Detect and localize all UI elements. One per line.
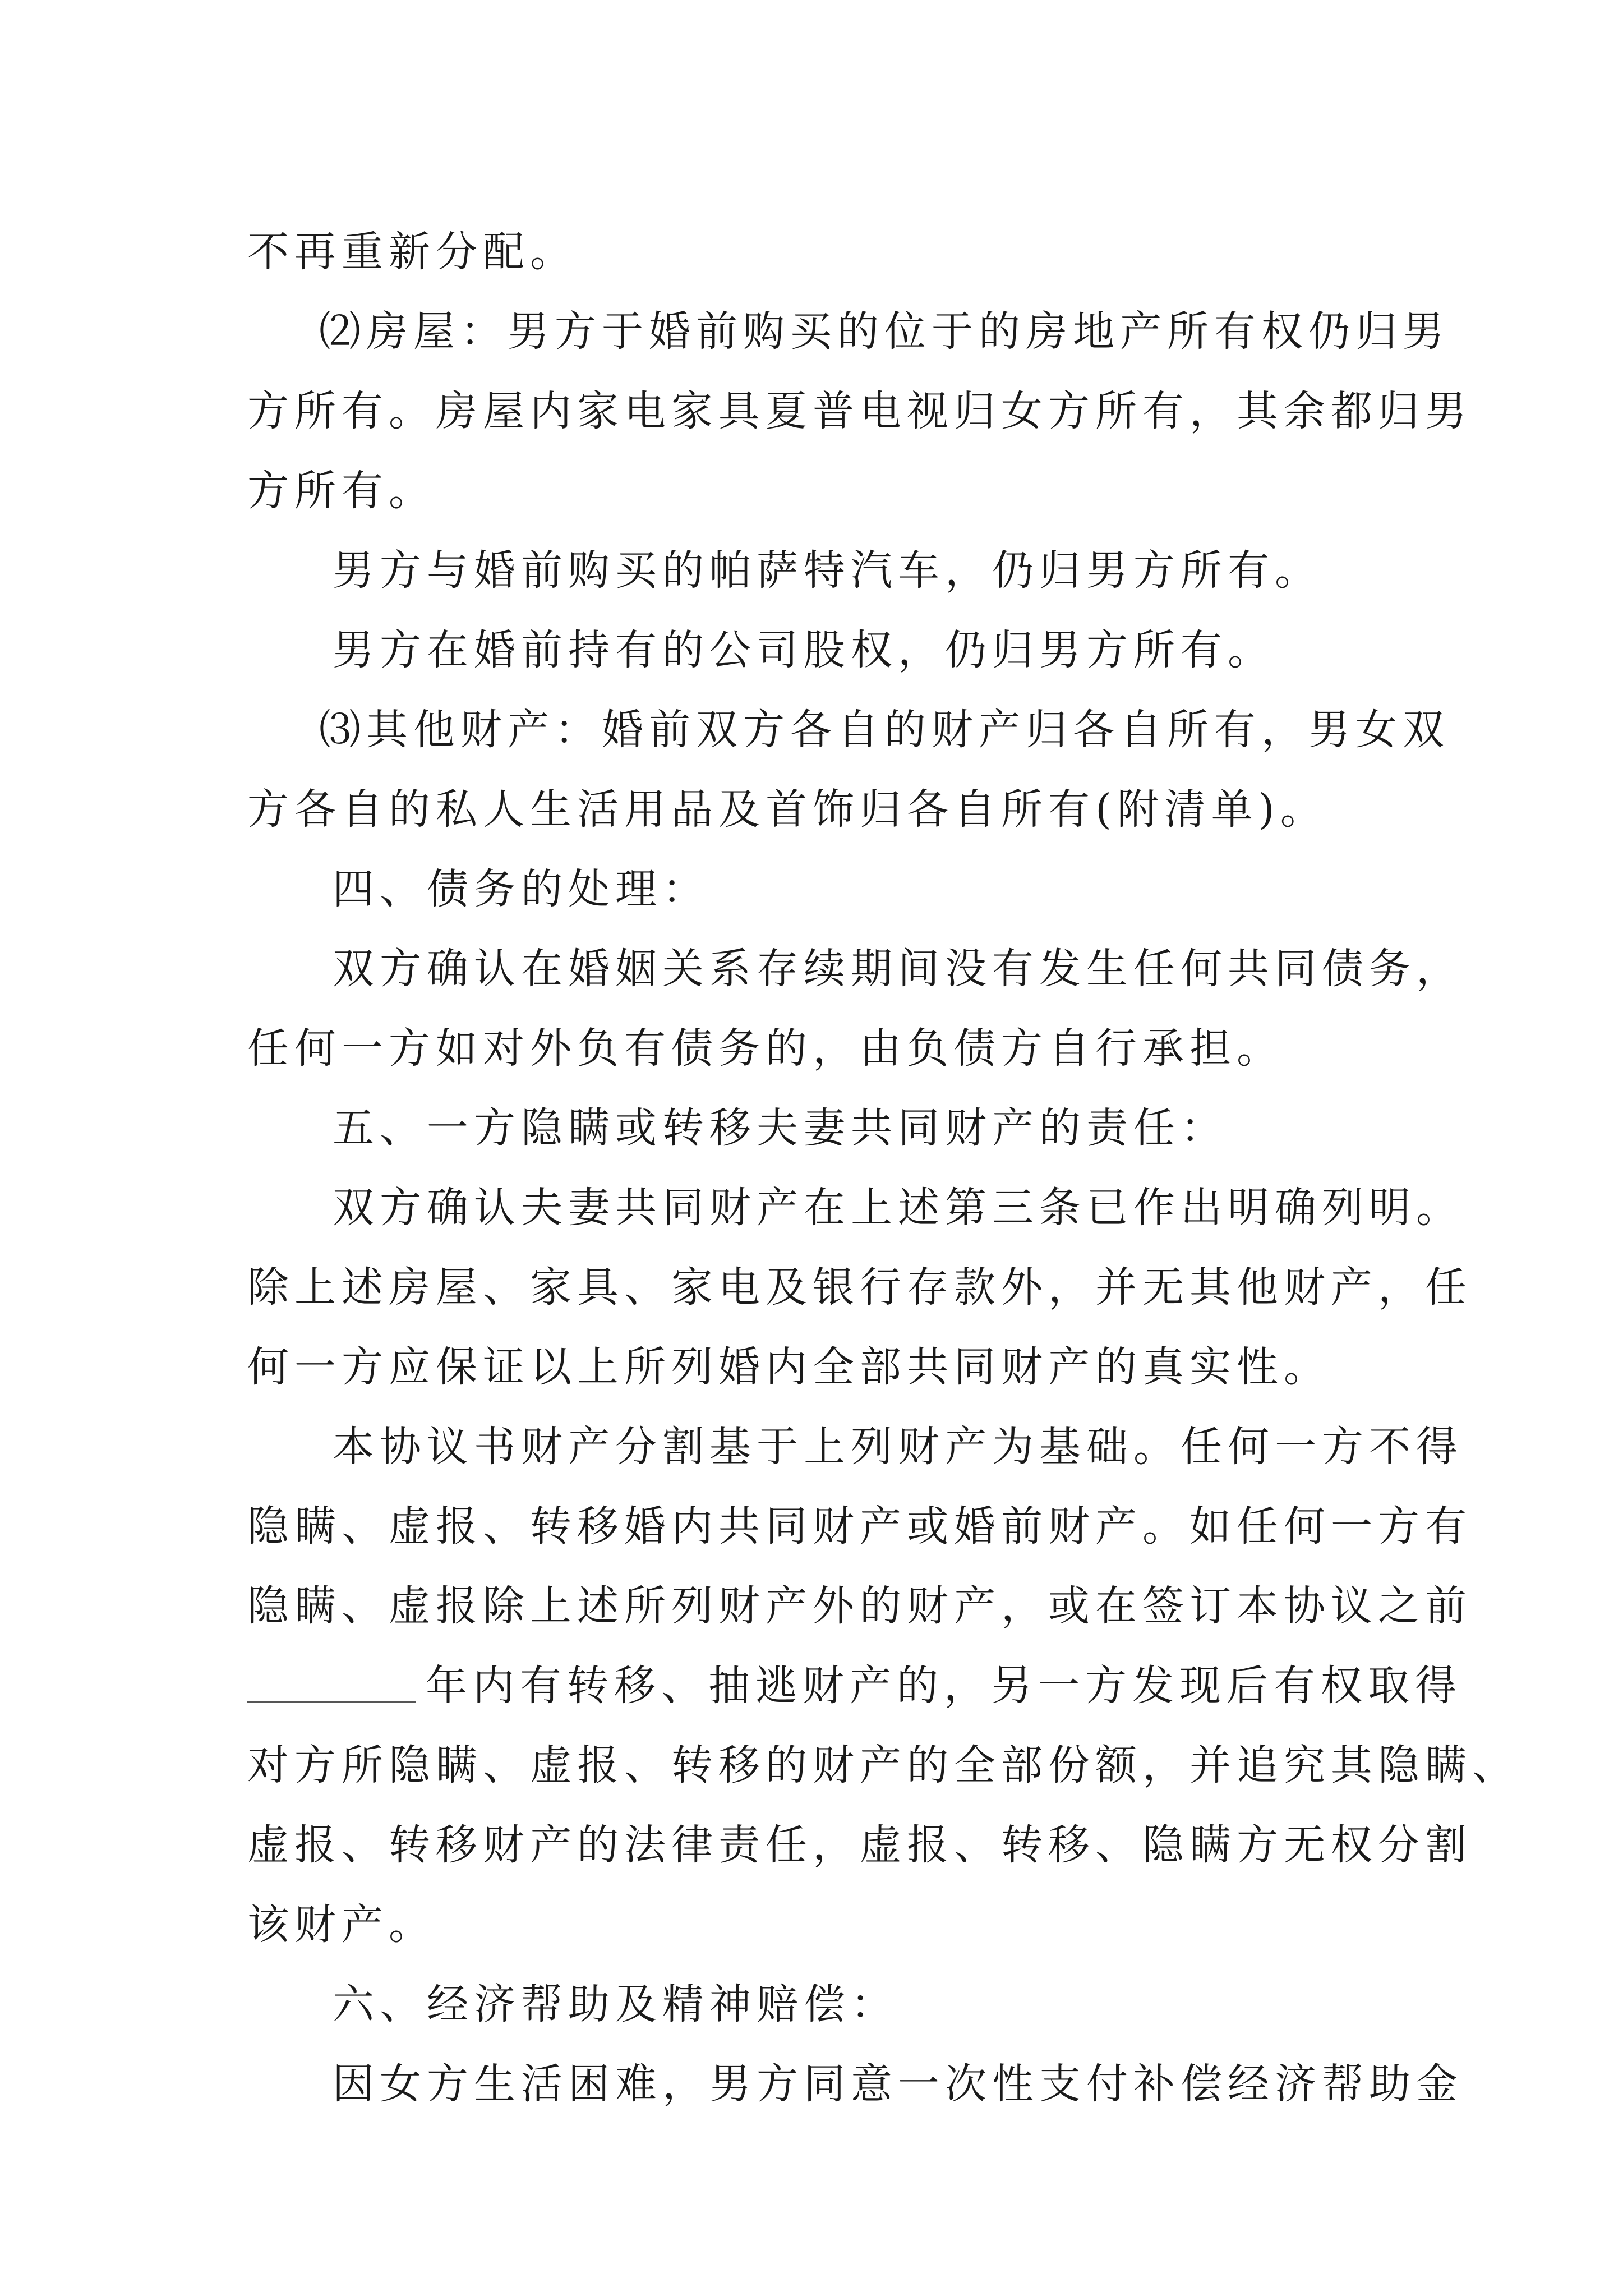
paragraph-line: 因女方生活困难，男方同意一次性支付补偿经济帮助金 [333,2060,1463,2108]
paragraph-line: 何一方应保证以上所列婚内全部共同财产的真实性。 [247,1343,1331,1391]
paragraph-line: 男方与婚前购买的帕萨特汽车，仍归男方所有。 [333,546,1322,595]
paragraph-line: 该财产。 [247,1901,436,1949]
paragraph-line: 方各自的私人生活用品及首饰归各自所有(附清单)。 [247,785,1327,834]
paragraph-line: 隐瞒、虚报、转移婚内共同财产或婚前财产。如任何一方有 [247,1502,1472,1550]
paragraph-line: 对方所隐瞒、虚报、转移的财产的全部份额，并追究其隐瞒、 [247,1741,1519,1789]
section-heading: 六、经济帮助及精神赔偿： [333,1980,898,2028]
paragraph-line: ⑵房屋：男方于婚前购买的位于的房地产所有权仍归男 [319,307,1450,356]
paragraph-line-text: 年内有转移、抽逃财产的，另一方发现后有权取得 [426,1662,1462,1710]
fill-in-blank [247,1700,416,1703]
document-body [247,212,1519,2124]
paragraph-line: 男方在婚前持有的公司股权，仍归男方所有。 [333,626,1275,674]
paragraph-line: 双方确认夫妻共同财产在上述第三条已作出明确列明。 [333,1184,1463,1232]
section-heading: 四、债务的处理： [333,865,709,913]
section-heading: 五、一方隐瞒或转移夫妻共同财产的责任： [333,1104,1228,1152]
paragraph-line: 除上述房屋、家具、家电及银行存款外，并无其他财产，任 [247,1263,1472,1312]
paragraph-line: 虚报、转移财产的法律责任，虚报、转移、隐瞒方无权分割 [247,1821,1472,1869]
paragraph-line: 双方确认在婚姻关系存续期间没有发生任何共同债务， [333,945,1463,993]
paragraph-line: 不再重新分配。 [247,228,577,276]
paragraph-line: 本协议书财产分割基于上列财产为基础。任何一方不得 [333,1423,1463,1471]
paragraph-line-with-blank [247,1646,1462,1726]
paragraph-line: 方所有。房屋内家电家具夏普电视归女方所有，其余都归男 [247,387,1472,435]
paragraph-line: 任何一方如对外负有债务的，由负债方自行承担。 [247,1024,1284,1073]
paragraph-line: ⑶其他财产：婚前双方各自的财产归各自所有，男女双 [319,706,1450,754]
paragraph-line: 方所有。 [247,467,436,515]
paragraph-line: 隐瞒、虚报除上述所列财产外的财产，或在签订本协议之前 [247,1582,1472,1630]
